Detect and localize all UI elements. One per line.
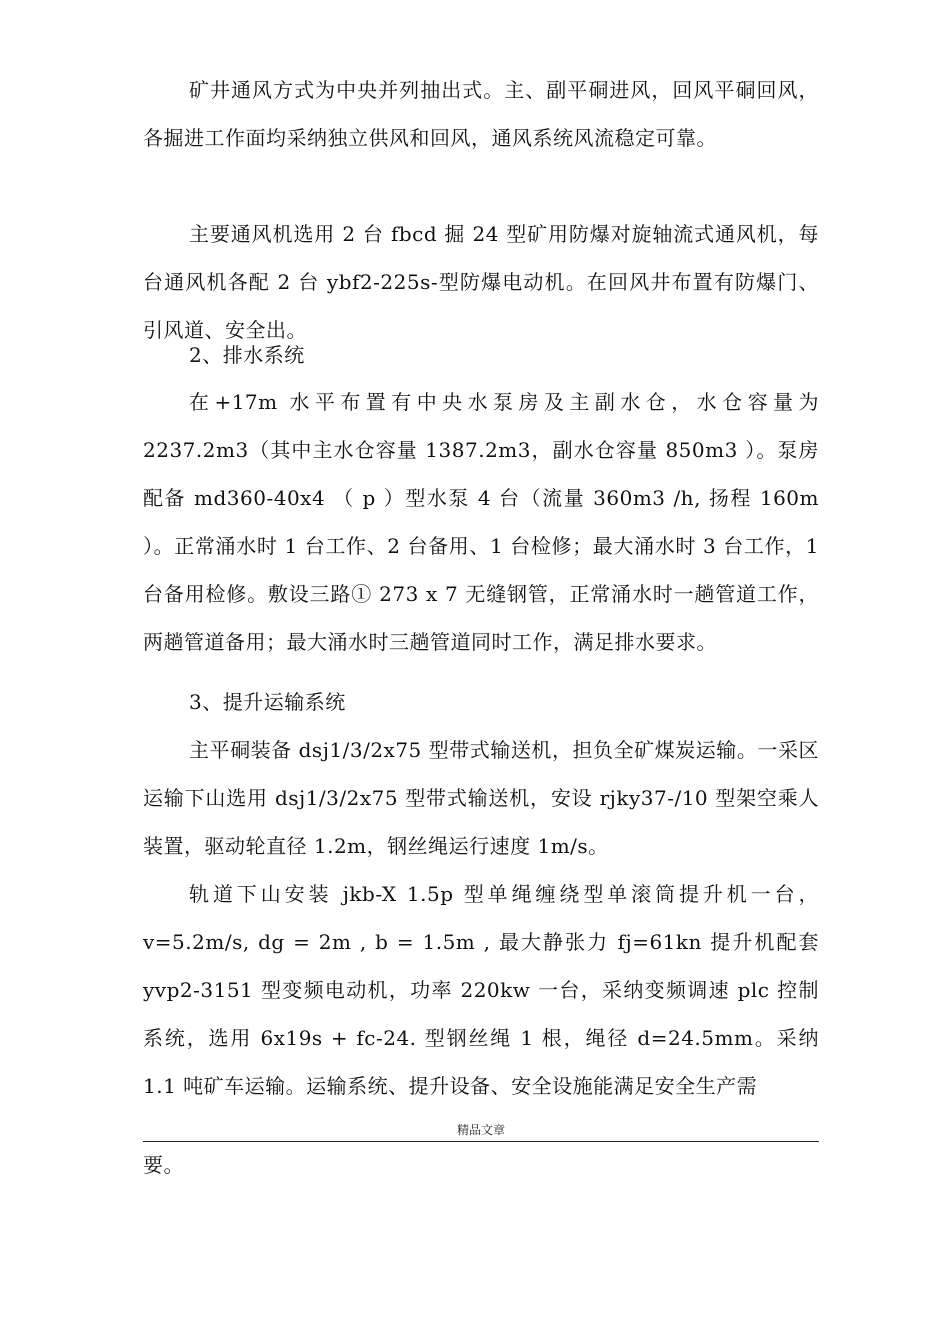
footer-label: 精品文章	[456, 1123, 505, 1137]
paragraph-hoist: 轨道下山安装 jkb-X 1.5p 型单绳缠绕型单滚筒提升机一台，v=5.2m/s, dg = 2m , b = 1.5m , 最大静张力 fj=61kn 提升机配套 yvp2-3151 型变频电动机，功率 220kw 一台，采纳变频调速 plc 控制系统，选用 6x19s + fc-24. 型钢丝绳 1 根，绳径 d=24.5mm。采纳 1.1 吨矿车运输。运输系统、提升设备、安全设施能满足安全生产需	[143, 882, 819, 1098]
paragraph-main-fan: 主要通风机选用 2 台 fbcd 掘 24 型矿用防爆对旋轴流式通风机，每台通风机各配 2 台 ybf2-225s-型防爆电动机。在回风井布置有防爆门、引风道、安全出。	[143, 222, 819, 342]
paragraph-drainage: 在+17m 水平布置有中央水泵房及主副水仓，水仓容量为 2237.2m3（其中主水仓容量 1387.2m3，副水仓容量 850m3 ）。泵房配备 md360-40x4 （ p ）型水泵 4 台（流量 360m3 /h, 扬程 160m ）。正常涌水时 1 台工作、2 台备用、1 台检修；最大涌水时 3 台工作，1 台备用检修。敷设三路① 273 x 7 无缝钢管，正常涌水时一趟管道工作，两趟管道备用；最大涌水时三趟管道同时工作，满足排水要求。	[143, 390, 819, 654]
heading-drainage-system: 2、排水系统	[189, 343, 305, 367]
heading-hoisting-transport: 3、提升运输系统	[189, 690, 346, 714]
paragraph-continuation: 要。	[143, 1153, 184, 1177]
paragraph-ventilation-method: 矿井通风方式为中央并列抽出式。主、副平硐进风，回风平硐回风，各掘进工作面均采纳独立供风和回风，通风系统风流稳定可靠。	[143, 78, 819, 150]
paragraph-belt-conveyor: 主平硐装备 dsj1/3/2x75 型带式输送机，担负全矿煤炭运输。一采区运输下山选用 dsj1/3/2x75 型带式输送机，安设 rjky37-/10 型架空乘人装置，驱动轮直径 1.2m，钢丝绳运行速度 1m/s。	[143, 738, 819, 858]
